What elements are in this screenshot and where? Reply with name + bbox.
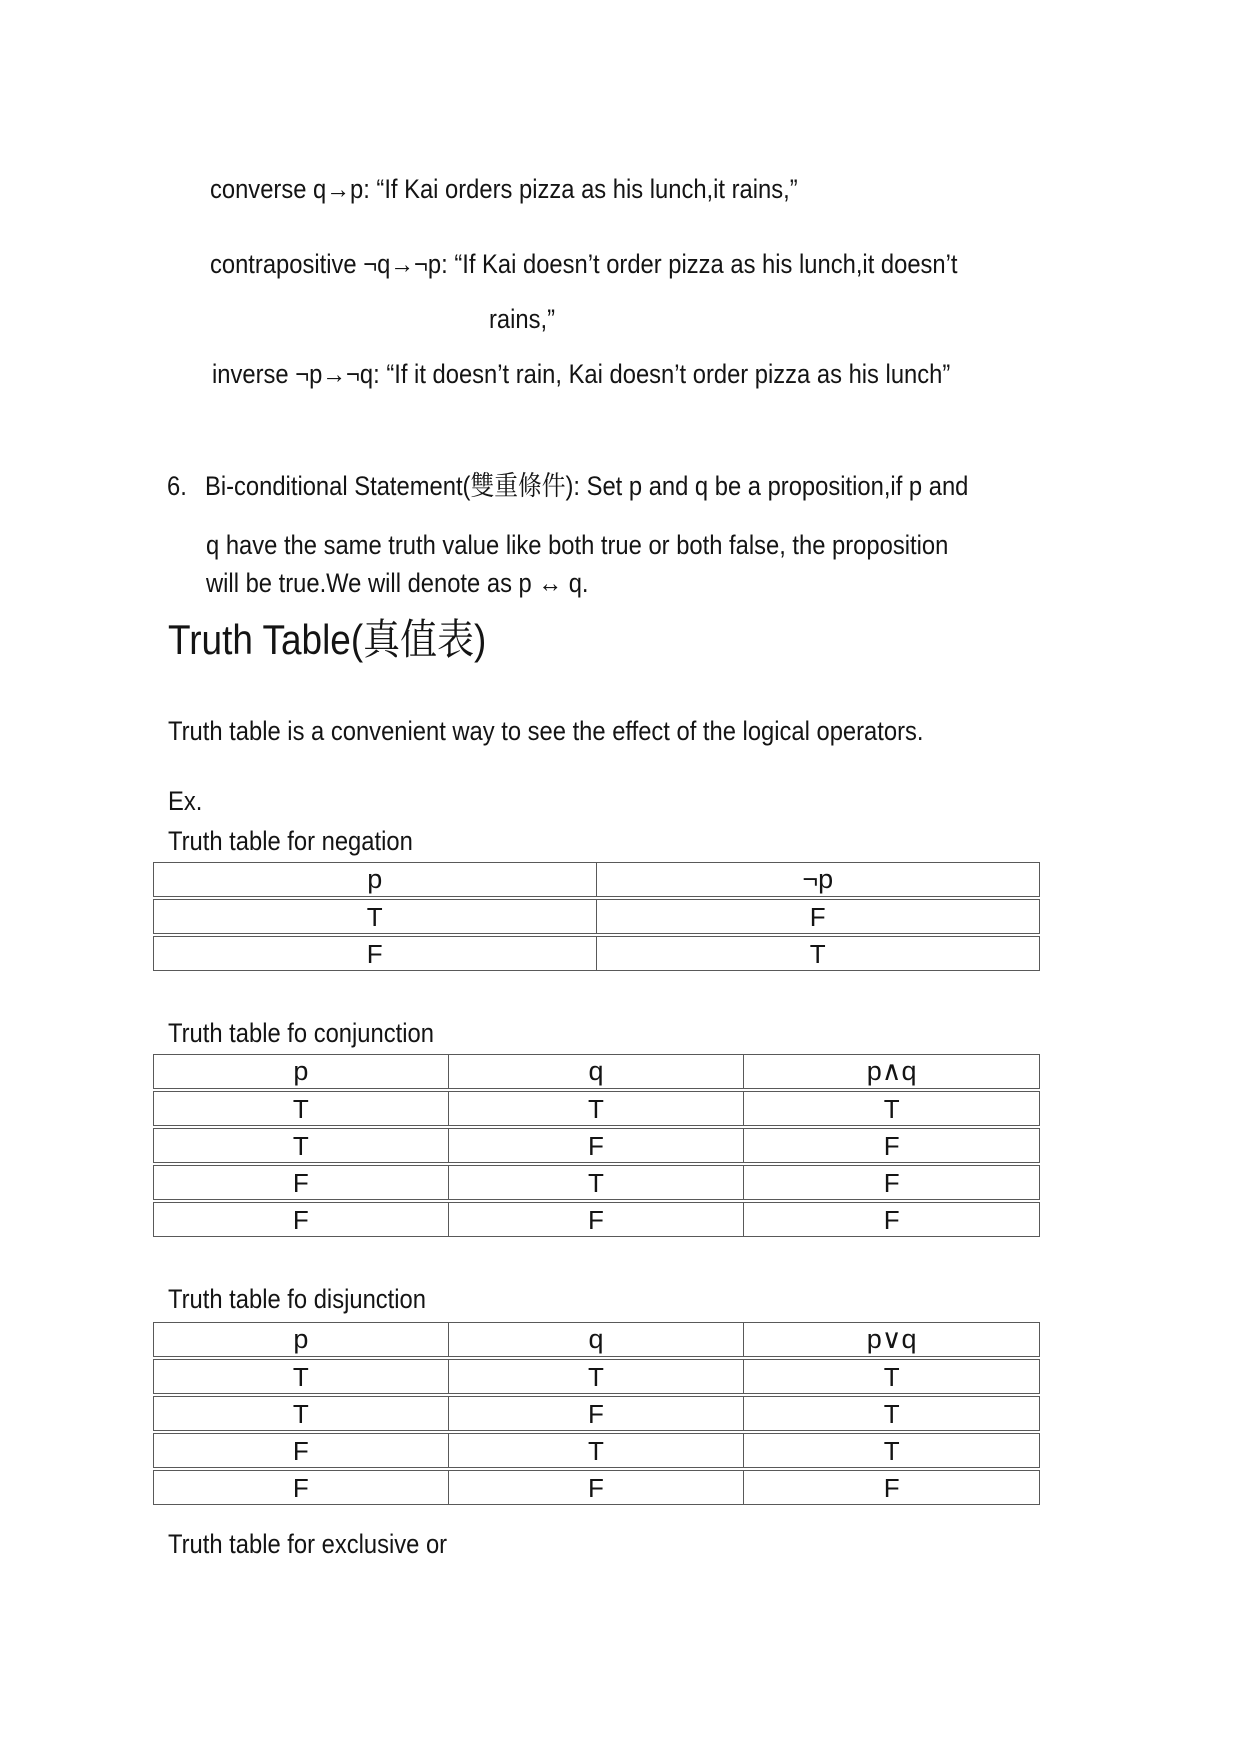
table-row bbox=[153, 1128, 1040, 1163]
biconditional-line1: Bi-conditional Statement(雙重條件): Set p and q be a proposition,if p and bbox=[205, 471, 969, 501]
table-cell: T bbox=[449, 1165, 745, 1200]
table-cell: F bbox=[597, 899, 1041, 934]
example-label: Ex. bbox=[168, 786, 203, 816]
table-cell: F bbox=[449, 1396, 745, 1431]
biconditional-line3: will be true.We will denote as p ↔ q. bbox=[206, 568, 589, 598]
table-cell: F bbox=[153, 1202, 449, 1237]
table-header-cell: p bbox=[153, 1322, 449, 1357]
table-header-cell: p bbox=[153, 1054, 449, 1089]
conjunction-truth-table bbox=[153, 1052, 1040, 1239]
table-header-row bbox=[153, 1054, 1040, 1089]
table-cell: F bbox=[153, 1165, 449, 1200]
table-header-cell: p bbox=[153, 862, 597, 897]
table-cell: T bbox=[744, 1396, 1040, 1431]
intro-paragraph: Truth table is a convenient way to see the effect of the logical operators. bbox=[168, 716, 924, 746]
table-cell: F bbox=[744, 1202, 1040, 1237]
table-header-cell: ¬p bbox=[597, 862, 1041, 897]
statement-converse: converse q→p: “If Kai orders pizza as his lunch,it rains,” bbox=[210, 174, 798, 204]
table-row bbox=[153, 1433, 1040, 1468]
conjunction-table-caption: Truth table fo conjunction bbox=[168, 1018, 434, 1048]
table-header-cell: p∧q bbox=[744, 1054, 1040, 1089]
table-row bbox=[153, 1165, 1040, 1200]
table-header-cell: q bbox=[449, 1054, 745, 1089]
negation-truth-table bbox=[153, 860, 1040, 973]
table-cell: T bbox=[153, 899, 597, 934]
table-cell: F bbox=[744, 1128, 1040, 1163]
disjunction-truth-table bbox=[153, 1320, 1040, 1507]
table-cell: T bbox=[597, 936, 1041, 971]
table-cell: F bbox=[744, 1470, 1040, 1505]
table-header-cell: q bbox=[449, 1322, 745, 1357]
table-cell: T bbox=[153, 1396, 449, 1431]
disjunction-table-caption: Truth table fo disjunction bbox=[168, 1284, 426, 1314]
table-cell: T bbox=[449, 1359, 745, 1394]
table-cell: T bbox=[744, 1091, 1040, 1126]
table-cell: T bbox=[744, 1433, 1040, 1468]
table-cell: T bbox=[449, 1091, 745, 1126]
statement-contrapositive-line1: contrapositive ¬q→¬p: “If Kai doesn’t order pizza as his lunch,it doesn’t bbox=[210, 249, 958, 279]
table-row bbox=[153, 1091, 1040, 1126]
table-row bbox=[153, 1202, 1040, 1237]
statement-contrapositive-line2: rains,” bbox=[489, 304, 556, 334]
table-row bbox=[153, 1359, 1040, 1394]
section-heading: Truth Table(真值表) bbox=[168, 616, 487, 663]
table-header-row bbox=[153, 862, 1040, 897]
negation-table-caption: Truth table for negation bbox=[168, 826, 413, 856]
table-cell: T bbox=[153, 1128, 449, 1163]
biconditional-line2: q have the same truth value like both true or both false, the proposition bbox=[206, 530, 949, 560]
table-cell: T bbox=[449, 1433, 745, 1468]
table-header-cell: p∨q bbox=[744, 1322, 1040, 1357]
table-row bbox=[153, 936, 1040, 971]
table-cell: T bbox=[153, 1091, 449, 1126]
table-cell: T bbox=[153, 1359, 449, 1394]
table-cell: F bbox=[449, 1128, 745, 1163]
table-cell: F bbox=[153, 936, 597, 971]
table-cell: F bbox=[153, 1470, 449, 1505]
statement-inverse: inverse ¬p→¬q: “If it doesn’t rain, Kai doesn’t order pizza as his lunch” bbox=[212, 359, 951, 389]
table-row bbox=[153, 899, 1040, 934]
table-cell: F bbox=[153, 1433, 449, 1468]
table-row bbox=[153, 1470, 1040, 1505]
table-header-row bbox=[153, 1322, 1040, 1357]
exclusive-or-table-caption: Truth table for exclusive or bbox=[168, 1529, 448, 1559]
table-cell: F bbox=[449, 1202, 745, 1237]
list-number: 6. bbox=[167, 471, 187, 501]
table-row bbox=[153, 1396, 1040, 1431]
table-cell: F bbox=[744, 1165, 1040, 1200]
table-cell: F bbox=[449, 1470, 745, 1505]
table-cell: T bbox=[744, 1359, 1040, 1394]
